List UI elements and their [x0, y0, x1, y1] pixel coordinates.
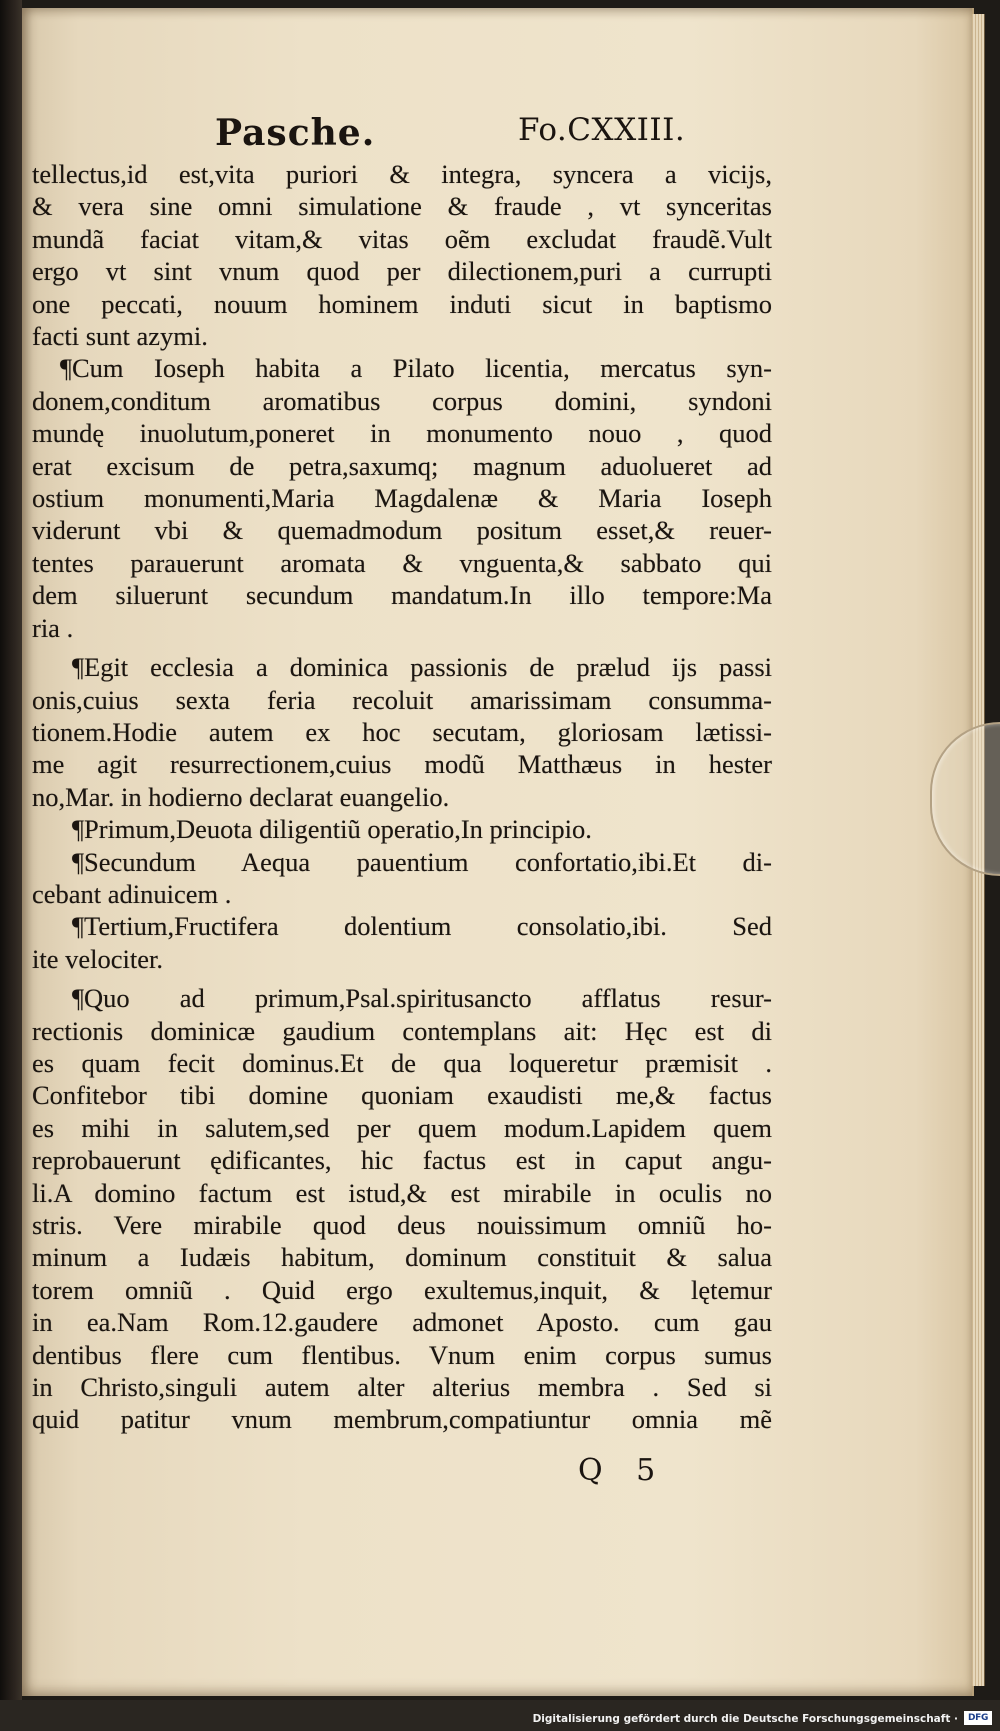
- running-title: Pasche.: [215, 112, 376, 154]
- text-line: tentes parauerunt aromata & vnguenta,& sabbato qui: [32, 547, 772, 578]
- point-first: [32, 813, 772, 845]
- text-line: in Christo,singuli autem alter alterius membra . Sed si: [32, 1372, 772, 1403]
- text-line: es quam fecit dominus.Et de qua loqueretur præmisit .: [32, 1047, 772, 1078]
- text-line: facti sunt azymi.: [32, 321, 208, 352]
- paragraph-1: [32, 158, 772, 352]
- text-line: onis,cuius sexta feria recoluit amarissimam consumma-: [32, 684, 772, 715]
- text-line: no,Mar. in hodierno declarat euangelio.: [32, 781, 450, 812]
- text-line: ¶Quo ad primum,Psal.spiritusancto afflatus resur-: [72, 983, 772, 1014]
- text-line: mundę inuolutum,poneret in monumento nouo , quod: [32, 418, 772, 449]
- text-line: ostium monumenti,Maria Magdalenæ & Maria Ioseph: [32, 483, 772, 514]
- paragraph-commentary: [32, 982, 772, 1436]
- text-line: ¶Secundum Aequa pauentium confortatio,ibi.Et di-: [72, 846, 772, 877]
- text-line: Confitebor tibi domine quoniam exaudisti me,& factus: [32, 1080, 772, 1111]
- paragraph-2-cont: [32, 385, 772, 644]
- point-third: [32, 910, 772, 975]
- main-text: [32, 158, 772, 1436]
- paragraph-2: [32, 352, 772, 384]
- folio-number: Fo.CXXIII.: [518, 112, 686, 148]
- signature-mark: Q 5: [578, 1453, 668, 1488]
- text-line: li.A domino factum est istud,& est mirabile in oculis no: [32, 1177, 772, 1208]
- text-line: & vera sine omni simulatione & fraude , vt synceritas: [32, 191, 772, 222]
- text-line: mundã faciat vitam,& vitas oẽm excludat fraudẽ.Vult: [32, 223, 772, 254]
- text-line: donem,conditum aromatibus corpus domini, syndoni: [32, 385, 772, 416]
- text-line: tellectus,id est,vita puriori & integra, syncera a vicijs,: [32, 159, 772, 189]
- point-second: [32, 846, 772, 911]
- text-line: torem omniũ . Quid ergo exultemus,inquit, & lętemur: [32, 1274, 772, 1305]
- text-line: in ea.Nam Rom.12.gaudere admonet Aposto. cum gau: [32, 1307, 772, 1338]
- text-line: es mihi in salutem,sed per quem modum.Lapidem quem: [32, 1112, 772, 1143]
- dfg-logo[interactable]: DFG: [964, 1711, 992, 1725]
- text-line: ergo vt sint vnum quod per dilectionem,puri a currupti: [32, 256, 772, 287]
- book-board: [0, 0, 22, 1700]
- text-line: viderunt vbi & quemadmodum positum esset,& reuer-: [32, 515, 772, 546]
- paragraph-3-cont: [32, 684, 772, 814]
- text-line: me agit resurrectionem,cuius modũ Matthæus in hester: [32, 749, 772, 780]
- paragraph-3: [32, 651, 772, 683]
- text-line: ite velociter.: [32, 943, 163, 974]
- text-line: erat excisum de petra,saxumq; magnum aduolueret ad: [32, 450, 772, 481]
- text-line: rectionis dominicæ gaudium contemplans ait: Hęc est di: [32, 1015, 772, 1046]
- text-line: stris. Vere mirabile quod deus nouissimum omniũ ho-: [32, 1210, 772, 1240]
- text-line: ¶Primum,Deuota diligentiũ operatio,In principio.: [72, 814, 592, 845]
- text-line: ¶Cum Ioseph habita a Pilato licentia, mercatus syn-: [60, 353, 772, 384]
- text-line: quid patitur vnum membrum,compatiuntur omnia mẽ: [32, 1404, 772, 1435]
- text-line: reprobauerunt ędificantes, hic factus est in caput angu-: [32, 1145, 772, 1176]
- text-line: minum a Iudæis habitum, dominum constituit & salua: [32, 1242, 772, 1273]
- text-line: tionem.Hodie autem ex hoc secutam, gloriosam lætissi-: [32, 716, 772, 747]
- text-line: ria .: [32, 612, 74, 643]
- text-line: ¶Tertium,Fructifera dolentium consolatio,ibi. Sed: [72, 911, 772, 942]
- text-line: dem siluerunt secundum mandatum.In illo tempore:Ma: [32, 580, 772, 611]
- text-line: dentibus flere cum flentibus. Vnum enim corpus sumus: [32, 1339, 772, 1370]
- text-line: ¶Egit ecclesia a dominica passionis de prælud ijs passi: [72, 652, 772, 683]
- funding-credit: Digitalisierung gefördert durch die Deutsche Forschungsgemeinschaft ·: [532, 1713, 958, 1725]
- text-line: one peccati, nouum hominem induti sicut in baptismo: [32, 288, 772, 319]
- text-line: cebant adinuicem .: [32, 878, 232, 909]
